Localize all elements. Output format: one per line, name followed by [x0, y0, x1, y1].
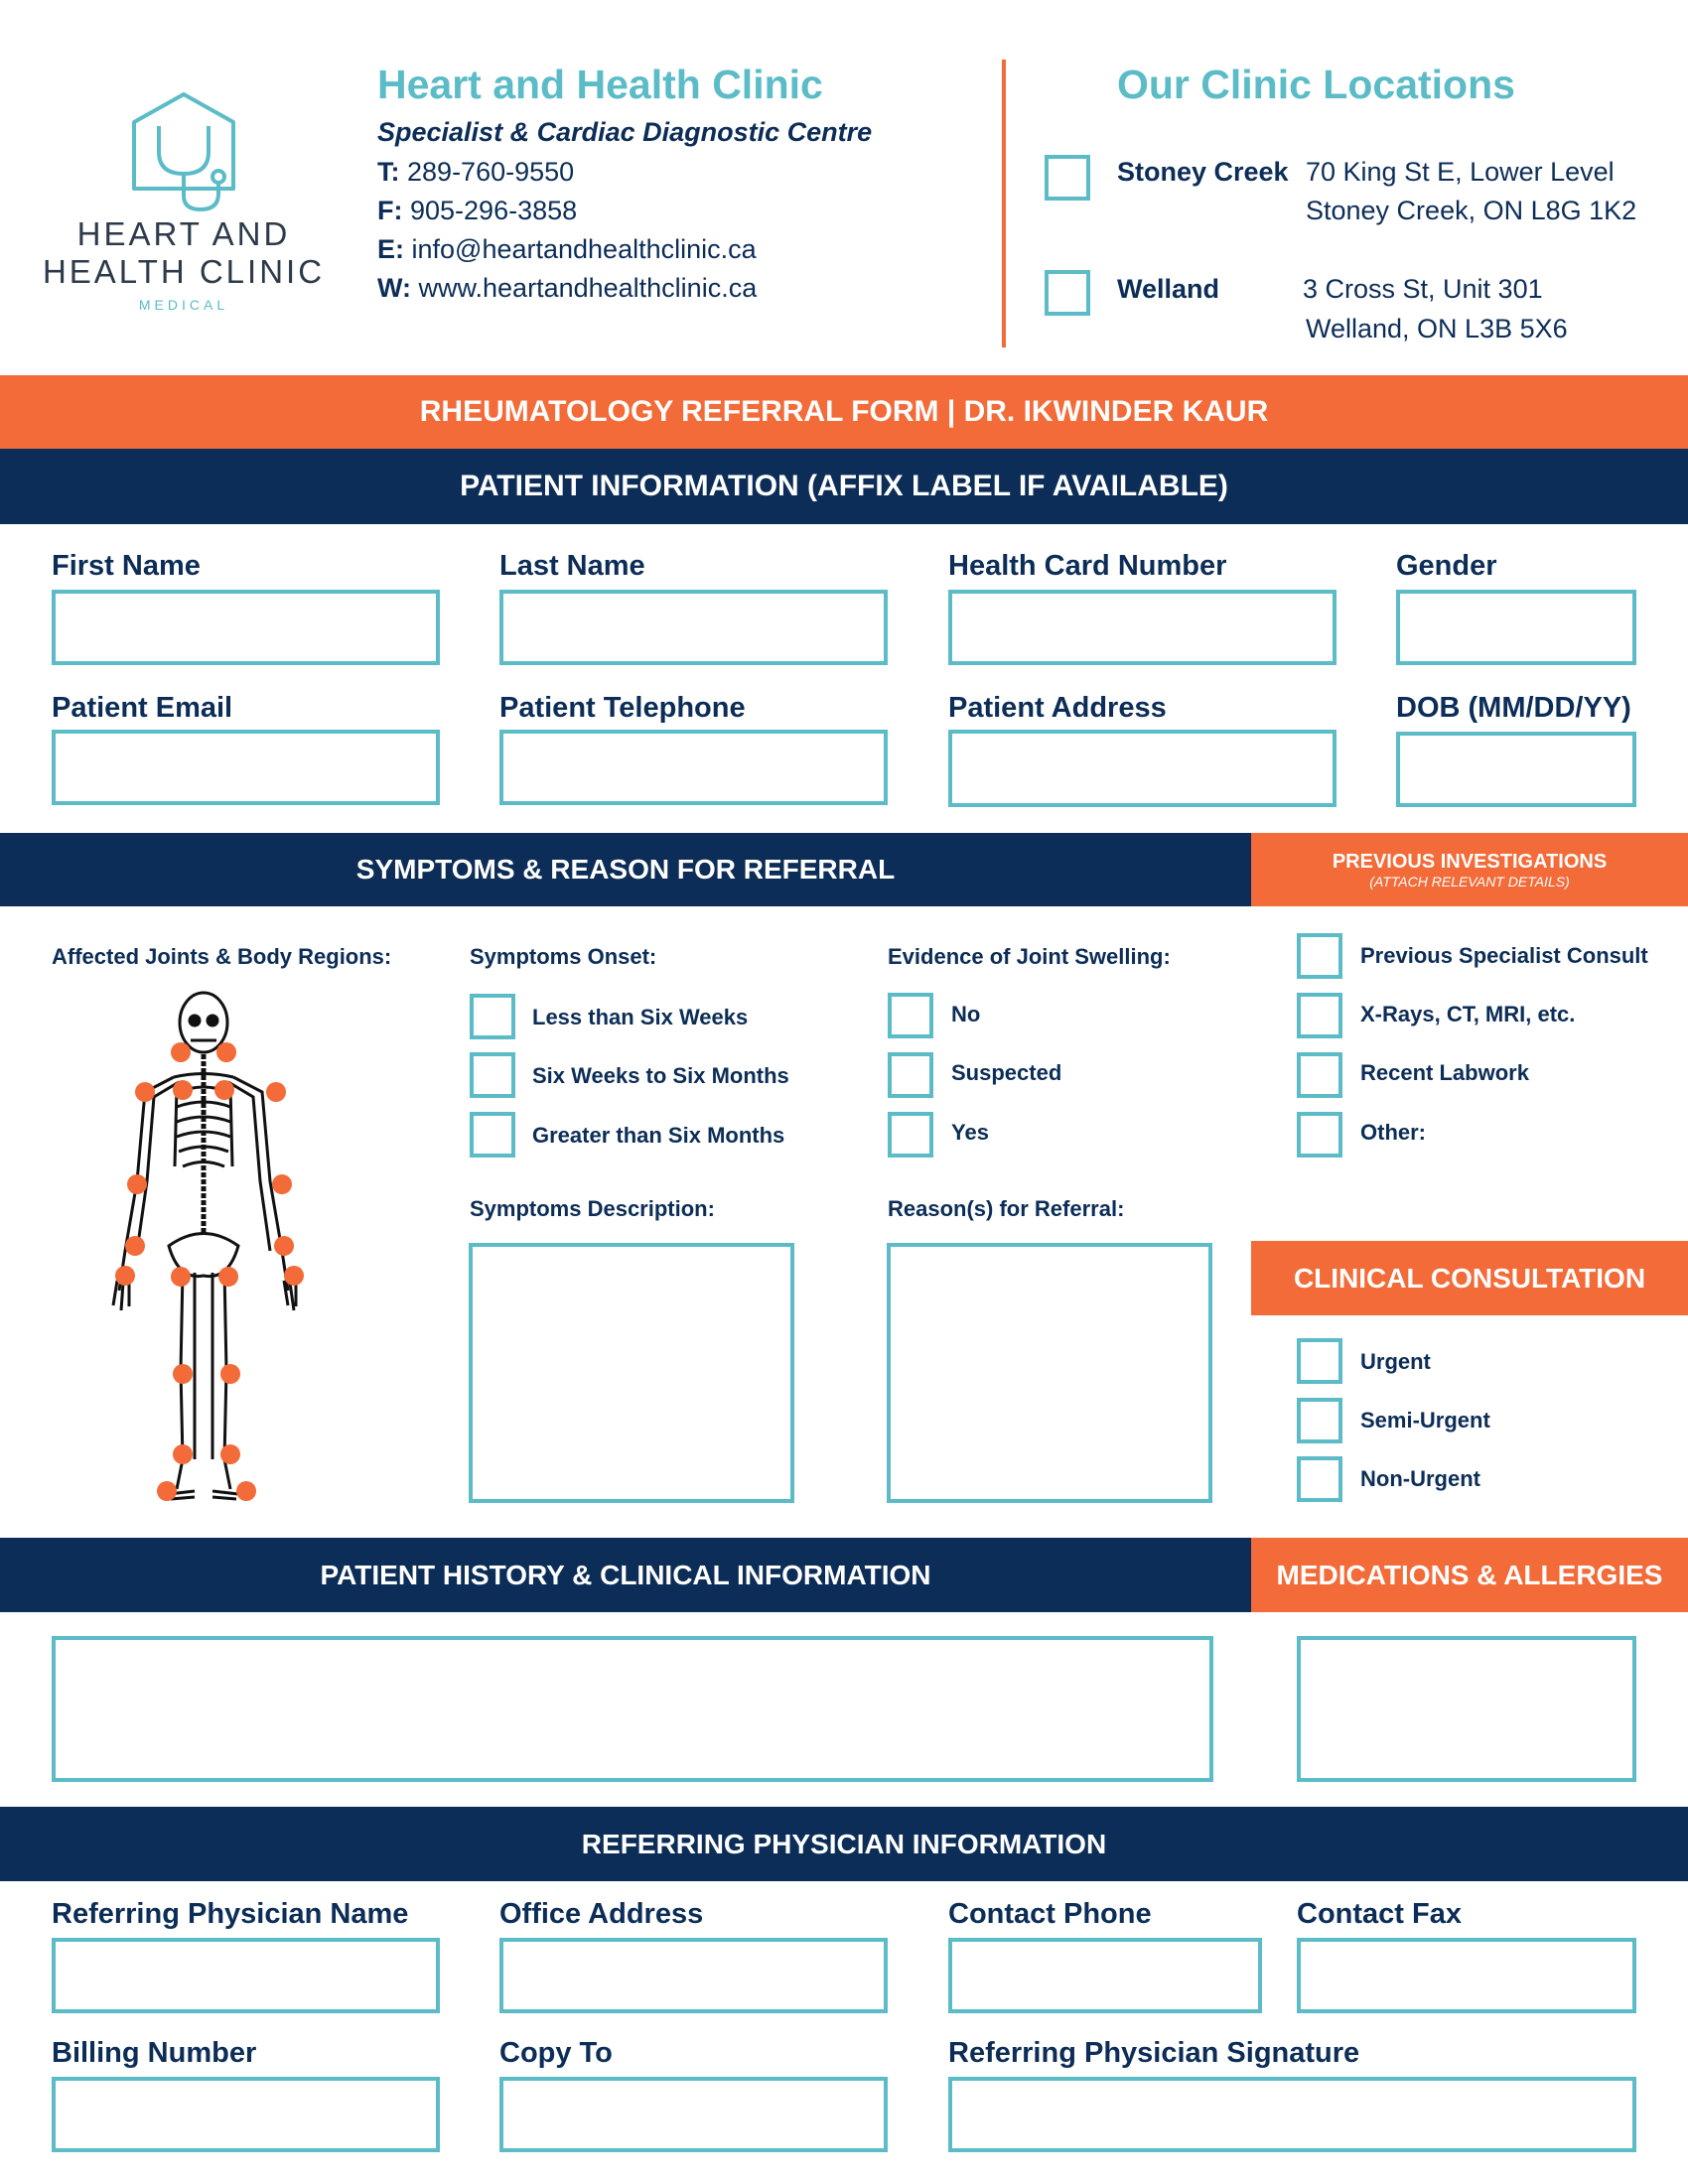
symptoms-description-field[interactable] [469, 1243, 794, 1503]
joint-marker [157, 1481, 177, 1501]
joint-marker [214, 1080, 234, 1100]
consultation-option-urgent: Urgent [1360, 1349, 1431, 1374]
investigations-subtitle: (ATTACH RELEVANT DETAILS) [1369, 873, 1570, 889]
header-divider [1002, 60, 1006, 347]
clinic-phone-row [377, 157, 574, 188]
patient-address-label: Patient Address [948, 692, 1167, 724]
clinic-phone: 289-760-9550 [407, 157, 575, 187]
location-name-stoney-creek: Stoney Creek [1117, 157, 1289, 187]
health-card-field[interactable] [948, 590, 1336, 665]
swelling-checkbox-yes[interactable] [888, 1112, 933, 1158]
joint-marker [171, 1267, 191, 1287]
logo-line-1: HEART AND [76, 215, 291, 252]
referral-reason-field[interactable] [887, 1243, 1212, 1503]
joint-marker [173, 1444, 193, 1464]
patient-info-header [0, 449, 1688, 524]
investigation-option-labwork: Recent Labwork [1360, 1060, 1529, 1085]
location-address-line2-welland: Welland, ON L3B 5X6 [1306, 314, 1568, 343]
joint-marker [236, 1481, 256, 1501]
dob-field[interactable] [1396, 732, 1636, 807]
referring-physician-header [0, 1807, 1688, 1881]
clinic-email-row [377, 234, 757, 265]
onset-checkbox-less-than-six-weeks[interactable] [470, 994, 515, 1039]
billing-number-label: Billing Number [52, 2037, 257, 2069]
consultation-checkbox-urgent[interactable] [1297, 1338, 1342, 1384]
patient-history-field[interactable] [52, 1636, 1213, 1782]
joint-marker [173, 1080, 193, 1100]
locations-title: Our Clinic Locations [1117, 62, 1515, 107]
last-name-label: Last Name [499, 550, 645, 582]
joint-marker [216, 1042, 236, 1062]
onset-option-six-weeks-to-six-months: Six Weeks to Six Months [532, 1063, 789, 1088]
referral-reason-label: Reason(s) for Referral: [888, 1196, 1125, 1221]
investigation-option-specialist-consult: Previous Specialist Consult [1360, 943, 1648, 968]
billing-number-field[interactable] [52, 2077, 440, 2152]
medications-field[interactable] [1297, 1636, 1636, 1782]
patient-telephone-label: Patient Telephone [499, 692, 746, 724]
swelling-option-yes: Yes [951, 1120, 989, 1145]
first-name-field[interactable] [52, 590, 440, 665]
joint-marker [274, 1236, 294, 1256]
joint-marker [266, 1082, 286, 1102]
location-checkbox-stoney-creek[interactable] [1045, 155, 1090, 201]
swelling-checkbox-suspected[interactable] [888, 1052, 933, 1098]
location-address-line1-welland: 3 Cross St, Unit 301 [1303, 274, 1543, 304]
joint-marker [220, 1444, 240, 1464]
joint-swelling-label: Evidence of Joint Swelling: [888, 944, 1171, 969]
stethoscope-house-icon [30, 84, 338, 213]
copy-to-label: Copy To [499, 2037, 613, 2069]
onset-option-greater-than-six-months: Greater than Six Months [532, 1123, 785, 1148]
clinic-tagline: Specialist & Cardiac Diagnostic Centre [377, 117, 873, 147]
logo-line-2: HEALTH CLINIC [42, 253, 326, 290]
location-checkbox-welland[interactable] [1045, 270, 1090, 316]
contact-fax-label: Contact Fax [1297, 1898, 1462, 1930]
joint-marker [272, 1174, 292, 1194]
clinical-consultation-header [1251, 1241, 1688, 1315]
clinic-fax-row [377, 196, 577, 226]
clinic-fax: 905-296-3858 [410, 196, 578, 225]
first-name-label: First Name [52, 550, 201, 582]
investigation-checkbox-specialist-consult[interactable] [1297, 933, 1342, 979]
symptoms-header [0, 833, 1251, 906]
physician-name-label: Referring Physician Name [52, 1898, 409, 1930]
swelling-checkbox-no[interactable] [888, 993, 933, 1038]
physician-signature-field[interactable] [948, 2077, 1636, 2152]
logo-line-3: MEDICAL [138, 297, 229, 313]
skeleton-diagram [99, 983, 318, 1509]
investigations-title: PREVIOUS INVESTIGATIONS [1332, 850, 1608, 873]
joint-marker [218, 1267, 238, 1287]
health-card-label: Health Card Number [948, 550, 1227, 582]
clinic-web-row [377, 273, 757, 304]
gender-label: Gender [1396, 550, 1497, 582]
symptoms-title: SYMPTOMS & REASON FOR REFERRAL [355, 854, 896, 885]
patient-history-title: PATIENT HISTORY & CLINICAL INFORMATION [320, 1559, 931, 1590]
consultation-option-non-urgent: Non-Urgent [1360, 1466, 1480, 1491]
patient-telephone-field[interactable] [499, 730, 888, 805]
fax-label: F: [377, 196, 403, 225]
affected-joints-label: Affected Joints & Body Regions: [52, 944, 392, 969]
email-label: E: [377, 234, 404, 264]
phone-label: T: [377, 157, 400, 187]
joint-marker [284, 1266, 304, 1286]
joint-marker [115, 1266, 135, 1286]
contact-phone-field[interactable] [948, 1938, 1262, 2013]
symptoms-description-label: Symptoms Description: [470, 1196, 715, 1221]
patient-email-field[interactable] [52, 730, 440, 805]
form-title: RHEUMATOLOGY REFERRAL FORM | DR. IKWINDER KAUR [419, 395, 1269, 428]
referring-physician-title: REFERRING PHYSICIAN INFORMATION [581, 1828, 1107, 1859]
consultation-checkbox-non-urgent[interactable] [1297, 1456, 1342, 1502]
contact-phone-label: Contact Phone [948, 1898, 1152, 1930]
medications-title: MEDICATIONS & ALLERGIES [1276, 1559, 1663, 1590]
location-address-line2-stoney-creek: Stoney Creek, ON L8G 1K2 [1306, 196, 1637, 225]
investigations-header [1251, 833, 1688, 906]
joint-marker [173, 1364, 193, 1384]
dob-label: DOB (MM/DD/YY) [1396, 692, 1631, 724]
swelling-option-suspected: Suspected [951, 1060, 1062, 1085]
patient-email-label: Patient Email [52, 692, 233, 724]
joint-marker [135, 1082, 155, 1102]
physician-signature-label: Referring Physician Signature [948, 2037, 1360, 2069]
onset-checkbox-greater-than-six-months[interactable] [470, 1112, 515, 1158]
patient-address-field[interactable] [948, 730, 1336, 807]
web-label: W: [377, 273, 411, 303]
clinic-name: Heart and Health Clinic [377, 62, 823, 107]
clinic-email[interactable]: info@heartandhealthclinic.ca [411, 234, 757, 264]
gender-field[interactable] [1396, 590, 1636, 665]
investigation-checkbox-labwork[interactable] [1297, 1052, 1342, 1098]
consultation-option-semi-urgent: Semi-Urgent [1360, 1408, 1490, 1433]
swelling-option-no: No [951, 1002, 981, 1026]
consultation-checkbox-semi-urgent[interactable] [1297, 1398, 1342, 1443]
medications-header [1251, 1538, 1688, 1612]
clinical-consultation-title: CLINICAL CONSULTATION [1293, 1262, 1646, 1294]
joint-marker [127, 1174, 147, 1194]
joint-marker [125, 1236, 145, 1256]
onset-checkbox-six-weeks-to-six-months[interactable] [470, 1052, 515, 1098]
contact-fax-field[interactable] [1297, 1938, 1636, 2013]
patient-info-title: PATIENT INFORMATION (AFFIX LABEL IF AVAILABLE) [460, 470, 1228, 502]
office-address-label: Office Address [499, 1898, 704, 1930]
location-address-line1-stoney-creek: 70 King St E, Lower Level [1306, 157, 1615, 187]
joint-marker [171, 1042, 191, 1062]
clinic-website[interactable]: www.heartandhealthclinic.ca [418, 273, 758, 303]
form-title-bar [0, 375, 1688, 449]
copy-to-field[interactable] [499, 2077, 888, 2152]
symptoms-onset-label: Symptoms Onset: [470, 944, 657, 969]
investigation-option-other: Other: [1360, 1120, 1426, 1145]
clinic-logo [30, 84, 338, 323]
joint-marker [220, 1364, 240, 1384]
onset-option-less-than-six-weeks: Less than Six Weeks [532, 1005, 749, 1029]
investigation-checkbox-imaging[interactable] [1297, 993, 1342, 1038]
last-name-field[interactable] [499, 590, 888, 665]
location-name-welland: Welland [1117, 274, 1220, 304]
investigation-checkbox-other[interactable] [1297, 1112, 1342, 1158]
physician-name-field[interactable] [52, 1938, 440, 2013]
office-address-field[interactable] [499, 1938, 888, 2013]
investigation-option-imaging: X-Rays, CT, MRI, etc. [1360, 1002, 1576, 1026]
patient-history-header [0, 1538, 1251, 1612]
